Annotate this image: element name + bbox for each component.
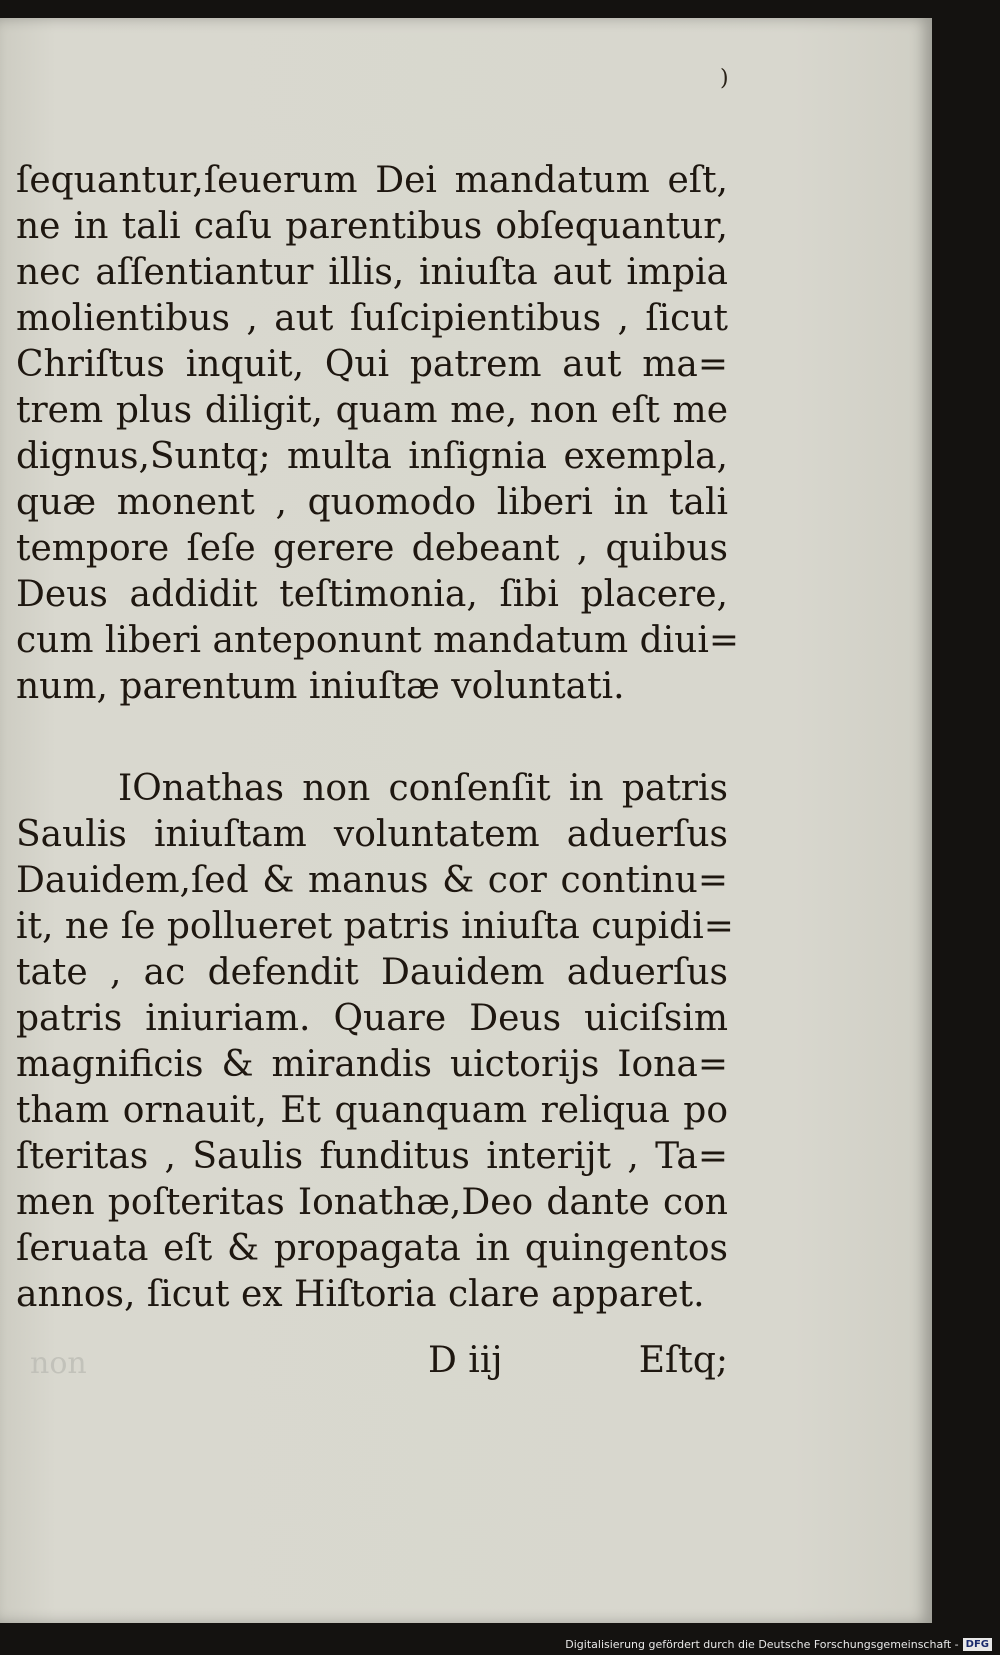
dfg-logo: DFG [963,1638,992,1651]
text-line: molientibus , aut ſuſcipientibus , ſicut [16,298,728,339]
text-line: Chriſtus inquit, Qui patrem aut ma= [16,344,728,385]
text-line: trem plus diligit, quam me, non eſt me [16,390,728,431]
page-corner-mark: ) [720,66,729,91]
page-text [16,158,740,1318]
paragraph-2 [16,766,734,1318]
paragraph-1 [16,158,740,710]
text-line: IOnathas non conſenſit in patris [118,768,728,809]
text-line: quæ monent , quomodo liberi in tali [16,482,728,523]
text-line: it, ne ſe pollueret patris iniuſta cupidi= [16,906,734,947]
text-line: num, parentum iniuſtæ voluntati. [16,666,625,707]
page-footer [16,1336,728,1386]
text-line: Saulis iniuſtam voluntatem aduerſus [16,814,728,855]
catchword: Eſtq; [638,1340,728,1381]
text-line: men poſteritas Ionathæ,Deo dante con [16,1182,728,1223]
signature-mark: D iij [428,1340,503,1381]
text-line: patris iniuriam. Quare Deus uiciſsim [16,998,728,1039]
text-line: ne in tali caſu parentibus obſequantur, [16,206,728,247]
text-line: ſeruata eſt & propagata in quingentos [16,1228,728,1269]
paragraph-gap [16,710,728,766]
text-line: cum liberi anteponunt mandatum diui= [16,620,740,661]
text-line: Dauidem,ſed & manus & cor continu= [16,860,728,901]
text-line: tempore ſeſe gerere debeant , quibus [16,528,728,569]
text-line: magnificis & mirandis uictorijs Iona= [16,1044,728,1085]
text-line: annos, ſicut ex Hiſtoria clare apparet. [16,1274,705,1315]
text-line: tham ornauit, Et quanquam reliqua po [16,1090,728,1131]
text-line: tate , ac defendit Dauidem aduerſus [16,952,728,993]
text-line: nec aſſentiantur illis, iniuſta aut impia [16,252,728,293]
text-line: ſequantur,ſeuerum Dei mandatum eſt, [16,160,728,201]
text-line: Deus addidit teſtimonia, ſibi placere, [16,574,728,615]
bleed-through-text: non [30,1346,87,1381]
text-line: ſteritas , Saulis funditus interijt , Ta= [16,1136,728,1177]
digitization-credit [565,1638,992,1651]
text-line: dignus,Suntq; multa inſignia exempla, [16,436,728,477]
credit-text: Digitalisierung gefördert durch die Deutsche Forschungsgemeinschaft - [565,1638,959,1651]
book-page [0,18,932,1623]
